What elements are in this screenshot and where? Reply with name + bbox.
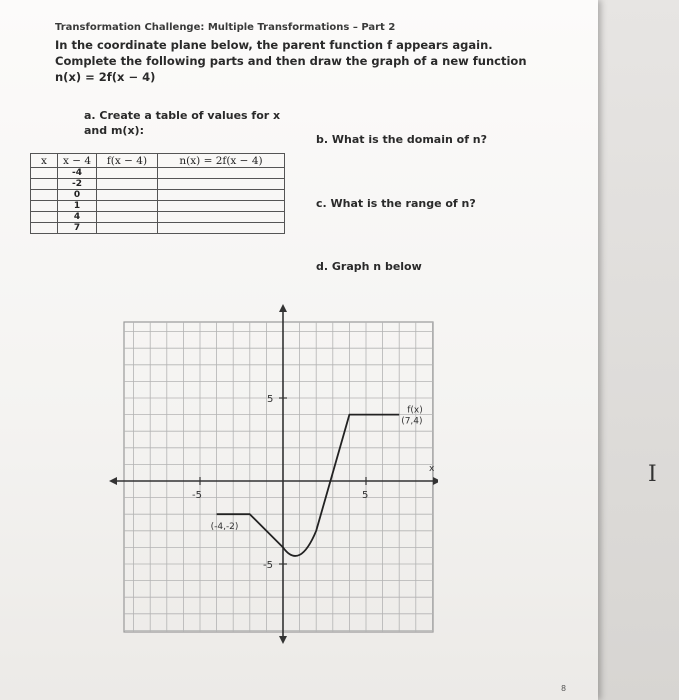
- cell-x[interactable]: [31, 212, 58, 223]
- y-axis-arrow-down: [279, 636, 287, 644]
- value-table: [30, 153, 285, 234]
- cell-n[interactable]: [158, 190, 285, 201]
- table-row: [31, 223, 285, 234]
- x-axis-arrow-left: [109, 477, 117, 485]
- function-f-curve: [217, 415, 400, 556]
- coordinate-plane[interactable]: [108, 304, 438, 644]
- cell-f[interactable]: [97, 201, 158, 212]
- cell-x[interactable]: [31, 168, 58, 179]
- cell-f[interactable]: [97, 190, 158, 201]
- instructions: In the coordinate plane below, the parent function f appears again. Complete the following parts and then draw the graph of a new function n(x) = 2f(x − 4): [55, 38, 527, 84]
- cell-f[interactable]: [97, 179, 158, 190]
- cell-x-minus-4: 7: [58, 223, 97, 234]
- function-label: f(x): [407, 405, 423, 416]
- cell-x[interactable]: [31, 179, 58, 190]
- tick-label-y-5: 5: [267, 394, 274, 405]
- cell-x[interactable]: [31, 190, 58, 201]
- table-row: [31, 179, 285, 190]
- tick-label-x-5: 5: [362, 490, 369, 501]
- part-b-prompt: b. What is the domain of n?: [316, 133, 488, 146]
- x-axis-arrow-right: [433, 477, 438, 485]
- header-x: x: [31, 154, 58, 168]
- header-x-minus-4: x − 4: [58, 154, 97, 168]
- cell-f[interactable]: [97, 168, 158, 179]
- point-label-right: (7,4): [401, 416, 423, 427]
- part-c-prompt: c. What is the range of n?: [316, 197, 476, 210]
- cell-f[interactable]: [97, 223, 158, 234]
- cell-x-minus-4: 1: [58, 201, 97, 212]
- cell-x[interactable]: [31, 201, 58, 212]
- table-row: [31, 190, 285, 201]
- cell-n[interactable]: [158, 223, 285, 234]
- cell-x-minus-4: -2: [58, 179, 97, 190]
- part-a-prompt: a. Create a table of values for x and m(x):: [84, 109, 281, 137]
- table-row: [31, 168, 285, 179]
- cell-x-minus-4: -4: [58, 168, 97, 179]
- cell-n[interactable]: [158, 179, 285, 190]
- grid-border: [124, 322, 433, 632]
- text-cursor-icon: I: [648, 462, 657, 487]
- cell-n[interactable]: [158, 201, 285, 212]
- cell-x-minus-4: 4: [58, 212, 97, 223]
- header-n: n(x) = 2f(x − 4): [158, 154, 285, 168]
- page-number: 8: [561, 684, 567, 693]
- worksheet-title: Transformation Challenge: Multiple Transformations – Part 2: [55, 22, 396, 33]
- header-f: f(x − 4): [97, 154, 158, 168]
- background-desk: [598, 0, 679, 700]
- table-row: [31, 212, 285, 223]
- cell-n[interactable]: [158, 168, 285, 179]
- cell-n[interactable]: [158, 212, 285, 223]
- cell-f[interactable]: [97, 212, 158, 223]
- cell-x-minus-4: 0: [58, 190, 97, 201]
- x-axis-label: x: [429, 464, 435, 474]
- cell-x[interactable]: [31, 223, 58, 234]
- tick-label-x-neg5: -5: [192, 490, 202, 501]
- part-d-prompt: d. Graph n below: [316, 260, 422, 273]
- tick-label-y-neg5: -5: [263, 560, 273, 571]
- y-axis-arrow-up: [279, 304, 287, 312]
- point-label-left: (-4,-2): [210, 522, 239, 533]
- table-row: [31, 201, 285, 212]
